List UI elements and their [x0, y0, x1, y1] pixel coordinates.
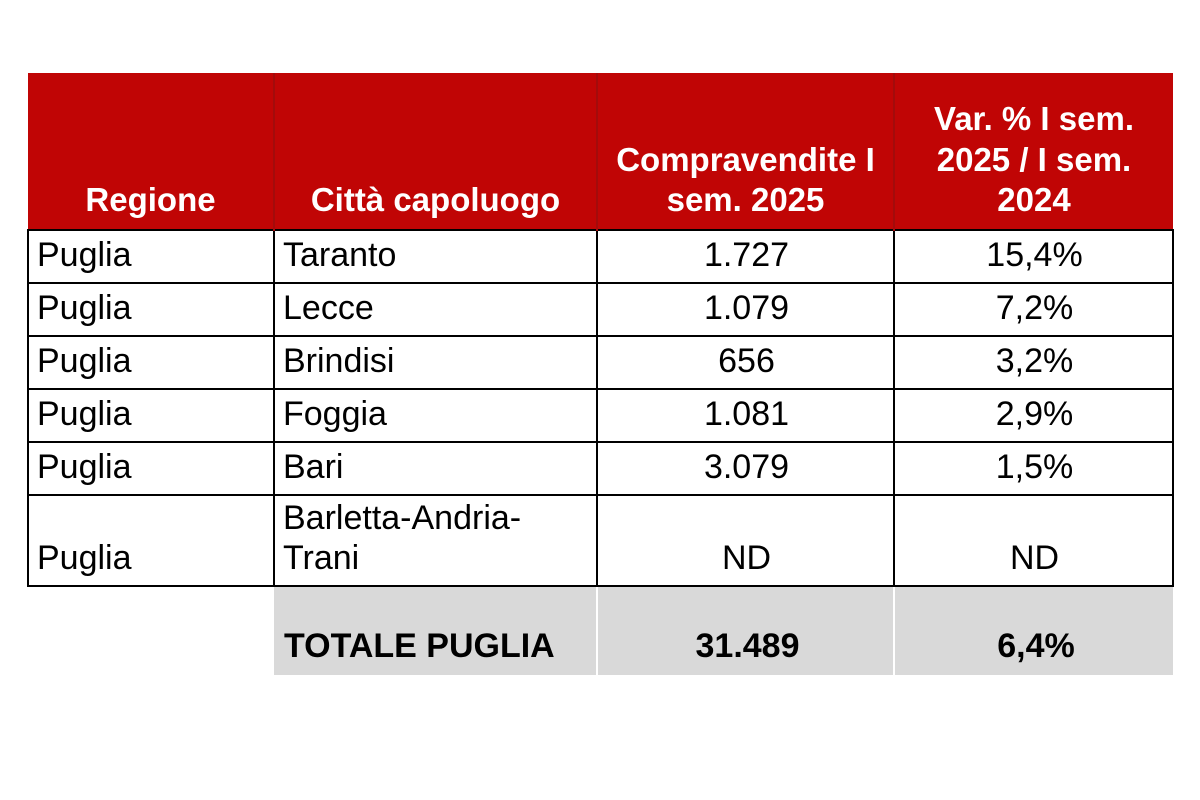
table-row-bari	[28, 442, 1173, 495]
cell-regione: Puglia	[28, 336, 274, 389]
cell-compravendite: ND	[597, 495, 894, 586]
puglia-transactions-table	[27, 73, 1174, 675]
cell-regione: Puglia	[28, 230, 274, 283]
total-label: TOTALE PUGLIA	[274, 586, 597, 675]
cell-compravendite: 1.079	[597, 283, 894, 336]
cell-citta: Barletta-Andria-Trani	[274, 495, 597, 586]
cell-compravendite: 3.079	[597, 442, 894, 495]
table-row-brindisi	[28, 336, 1173, 389]
cell-variazione: 15,4%	[894, 230, 1173, 283]
cell-variazione: 1,5%	[894, 442, 1173, 495]
cell-variazione: 3,2%	[894, 336, 1173, 389]
cell-compravendite: 1.081	[597, 389, 894, 442]
table-row-taranto	[28, 230, 1173, 283]
header-regione: Regione	[28, 73, 274, 230]
header-variazione: Var. % I sem. 2025 / I sem. 2024	[894, 73, 1173, 230]
cell-citta: Lecce	[274, 283, 597, 336]
cell-regione: Puglia	[28, 389, 274, 442]
cell-citta: Brindisi	[274, 336, 597, 389]
cell-citta: Bari	[274, 442, 597, 495]
total-compravendite: 31.489	[597, 586, 894, 675]
cell-compravendite: 656	[597, 336, 894, 389]
table-row-barletta-andria-trani	[28, 495, 1173, 586]
table-header-row	[28, 73, 1173, 230]
cell-citta: Foggia	[274, 389, 597, 442]
cell-variazione: 7,2%	[894, 283, 1173, 336]
total-empty-cell	[28, 586, 274, 675]
cell-variazione: 2,9%	[894, 389, 1173, 442]
cell-citta: Taranto	[274, 230, 597, 283]
cell-regione: Puglia	[28, 442, 274, 495]
table-row-lecce	[28, 283, 1173, 336]
table-row-foggia	[28, 389, 1173, 442]
header-compravendite: Compravendite I sem. 2025	[597, 73, 894, 230]
cell-regione: Puglia	[28, 283, 274, 336]
table-row-totale	[28, 586, 1173, 675]
puglia-transactions-table-wrap	[27, 73, 1174, 675]
header-citta-capoluogo: Città capoluogo	[274, 73, 597, 230]
cell-variazione: ND	[894, 495, 1173, 586]
cell-compravendite: 1.727	[597, 230, 894, 283]
cell-regione: Puglia	[28, 495, 274, 586]
total-variazione: 6,4%	[894, 586, 1173, 675]
